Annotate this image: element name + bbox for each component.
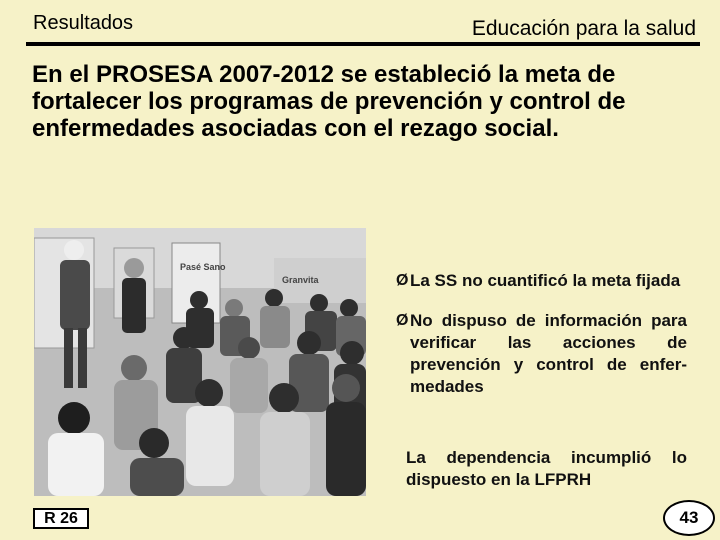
workshop-photo-illustration — [34, 228, 366, 496]
section-label: Resultados — [33, 12, 134, 34]
arrow-bullet-icon: Ø — [396, 272, 409, 289]
slide-headline: En el PROSESA 2007-2012 se estableció la meta de fortalecer los programas de prevención y control de enfermedades asociadas con el rezago social. — [32, 61, 626, 142]
photo-banner-text: Pasé Sano — [180, 262, 226, 272]
header-rule — [26, 42, 700, 46]
arrow-bullet-icon: Ø — [396, 312, 409, 329]
reference-badge: R 26 — [33, 508, 89, 529]
conclusion-text: La dependencia incumplió lo dispuesto en la LFPRH — [406, 448, 687, 489]
finding-item — [396, 270, 687, 292]
finding-item — [396, 310, 687, 398]
topic-label: Educación para la salud — [471, 17, 696, 40]
finding-text: No dispuso de información para verificar las acciones de prevención y control de enfer-medades — [410, 311, 687, 396]
finding-text: La SS no cuantificó la meta fijada — [410, 271, 681, 290]
page-number: 43 — [663, 500, 715, 536]
findings-list — [396, 270, 687, 416]
workshop-photo — [34, 228, 366, 496]
photo-banner-text: Granvita — [282, 275, 319, 285]
